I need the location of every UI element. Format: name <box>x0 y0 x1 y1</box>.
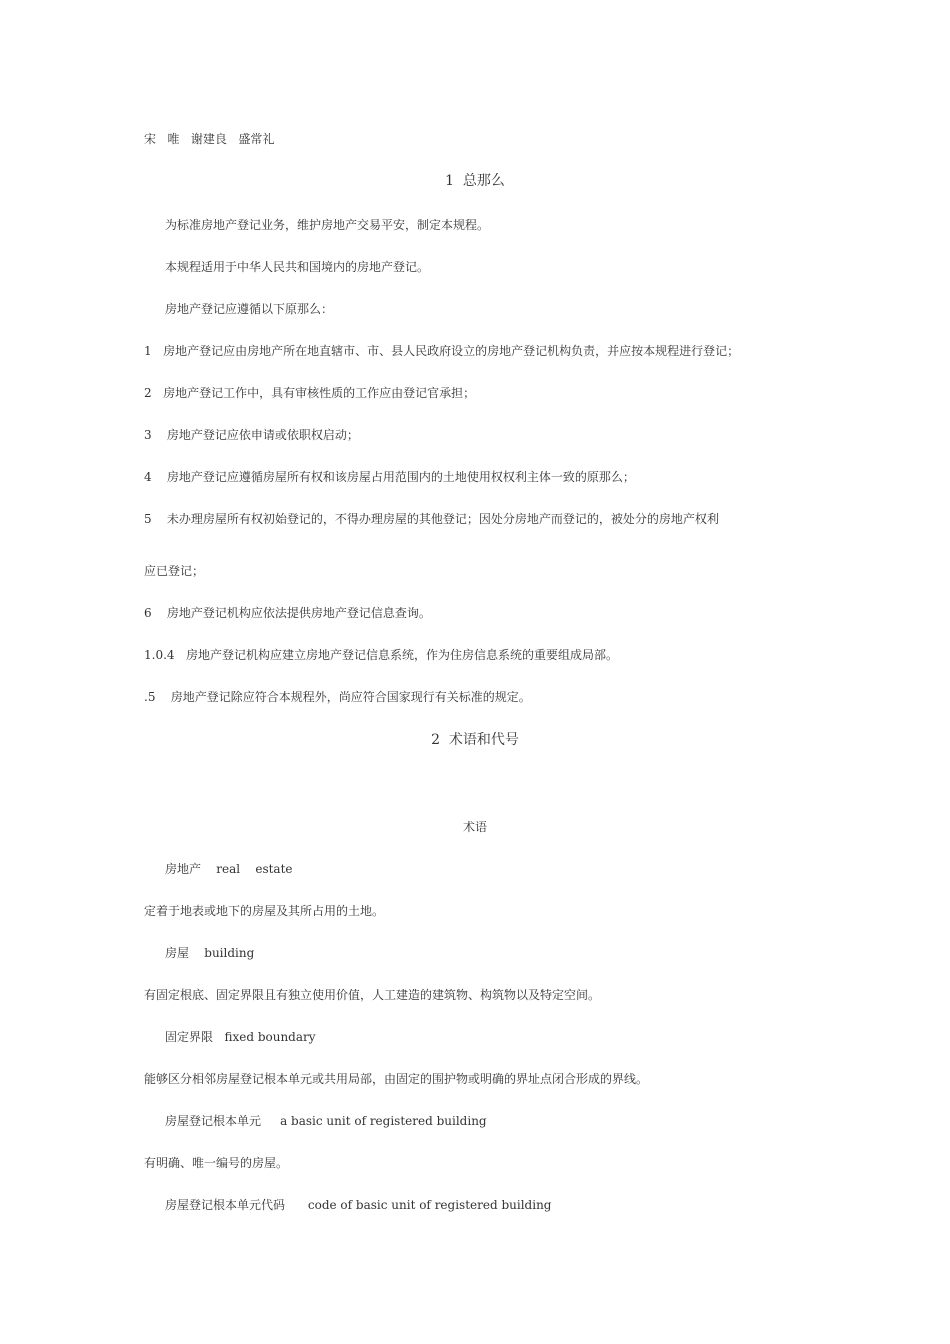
definition-basic-unit: 有明确、唯一编号的房屋。 <box>144 1156 289 1170</box>
definition-real-estate: 定着于地表或地下的房屋及其所占用的土地。 <box>144 904 385 918</box>
definition-fixed-boundary: 能够区分相邻房屋登记根本单元或共用局部，由固定的围护物或明确的界址点闭合形成的界线。 <box>144 1072 649 1086</box>
definition-building: 有固定根底、固定界限且有独立使用价值，人工建造的建筑物、构筑物以及特定空间。 <box>144 988 601 1002</box>
term-basic-unit-code: 房屋登记根本单元代码 code of basic unit of registered building <box>165 1198 552 1212</box>
list-item-3: 3 房地产登记应依申请或依职权启动； <box>144 428 359 442</box>
section-terms-heading: 术语 <box>462 820 487 834</box>
term-fixed-boundary: 固定界限 fixed boundary <box>165 1030 316 1044</box>
authors: 宋 唯 谢建良 盛常礼 <box>144 132 275 146</box>
chapter-1-heading: 1 总那么 <box>445 173 505 189</box>
term-building: 房屋 building <box>165 946 255 960</box>
list-item-2: 2 房地产登记工作中，具有审核性质的工作应由登记官承担； <box>144 386 476 400</box>
list-item-1: 1 房地产登记应由房地产所在地直辖市、市、县人民政府设立的房地产登记机构负责，并应按本规程进行登记； <box>144 344 740 358</box>
list-item-5-continued: 应已登记； <box>144 564 205 578</box>
section-1-0-4: 1.0.4 房地产登记机构应建立房地产登记信息系统，作为住房信息系统的重要组成局部。 <box>144 648 618 662</box>
list-item-5: 5 未办理房屋所有权初始登记的，不得办理房屋的其他登记；因处分房地产而登记的，被处分的房地产权利 <box>144 512 719 526</box>
paragraph-1-0-1: 为标准房地产登记业务，维护房地产交易平安，制定本规程。 <box>165 218 490 232</box>
term-real-estate: 房地产 real estate <box>165 862 293 876</box>
term-basic-unit: 房屋登记根本单元 a basic unit of registered building <box>165 1114 487 1128</box>
paragraph-1-0-3: 房地产登记应遵循以下原那么： <box>165 302 334 316</box>
paragraph-1-0-2: 本规程适用于中华人民共和国境内的房地产登记。 <box>165 260 430 274</box>
chapter-2-heading: 2 术语和代号 <box>431 732 519 748</box>
list-item-4: 4 房地产登记应遵循房屋所有权和该房屋占用范围内的土地使用权权利主体一致的原那么； <box>144 470 635 484</box>
list-item-6: 6 房地产登记机构应依法提供房地产登记信息查询。 <box>144 606 431 620</box>
section-1-0-5: .5 房地产登记除应符合本规程外，尚应符合国家现行有关标准的规定。 <box>144 690 531 704</box>
